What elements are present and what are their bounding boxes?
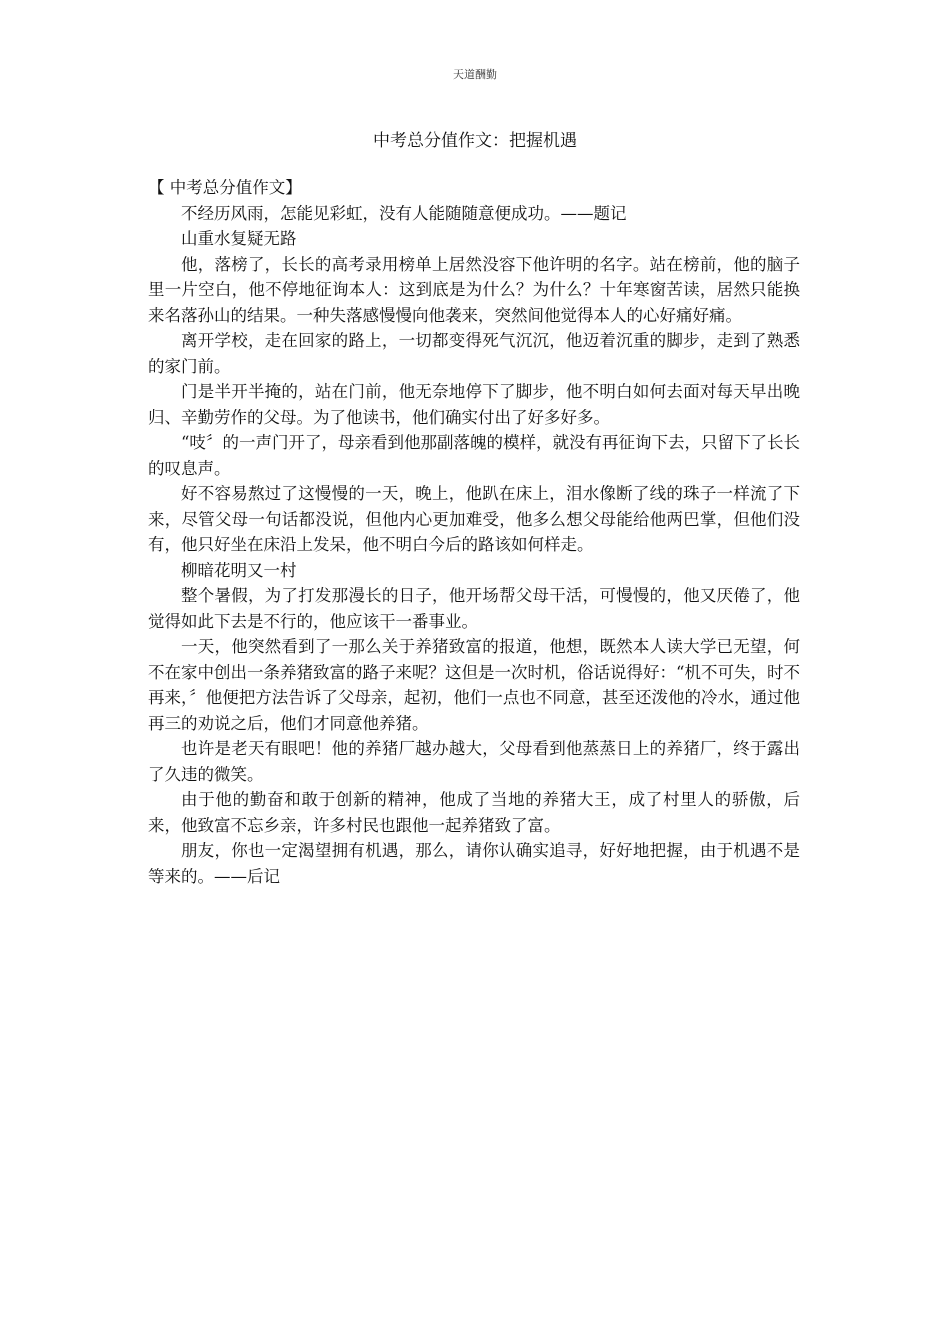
- page-header: 天道酬勤: [453, 68, 497, 81]
- paragraph: 也许是老天有眼吧！他的养猪厂越办越大，父母看到他蒸蒸日上的养猪厂，终于露出了久违的微笑。: [148, 739, 800, 784]
- paragraph: 门是半开半掩的，站在门前，他无奈地停下了脚步，他不明白如何去面对每天早出晚归、辛勤劳作的父母。为了他读书，他们确实付出了好多好多。: [148, 382, 800, 427]
- article-body: [148, 175, 800, 889]
- article-title: 中考总分值作文：把握机遇: [373, 131, 577, 151]
- paragraph: 离开学校，走在回家的路上，一切都变得死气沉沉，他迈着沉重的脚步，走到了熟悉的家门前。: [148, 331, 800, 376]
- paragraph-epigraph: 不经历风雨，怎能见彩虹，没有人能随随意便成功。——题记: [181, 203, 627, 223]
- section-heading-2: 柳暗花明又一村: [181, 560, 297, 580]
- section-heading-1: 山重水复疑无路: [181, 229, 297, 248]
- paragraph: 一天，他突然看到了一那么关于养猪致富的报道，他想，既然本人读大学已无望，何不在家中创出一条养猪致富的路子来呢？这但是一次时机，俗话说得好：“机不可失，时不再来，〞他便把方法告诉了父母亲，起初，他们一点也不同意，甚至还泼他的冷水，通过他再三的劝说之后，他们才同意他养猪。: [148, 637, 800, 733]
- paragraph: “吱〞的一声门开了，母亲看到他那副落魄的模样，就没有再征询下去，只留下了长长的叹息声。: [148, 433, 800, 478]
- paragraph: 由于他的勤奋和敢于创新的精神，他成了当地的养猪大王，成了村里人的骄傲，后来，他致富不忘乡亲，许多村民也跟他一起养猪致了富。: [148, 790, 800, 835]
- paragraph-postscript: 朋友，你也一定渴望拥有机遇，那么，请你认确实追寻，好好地把握，由于机遇不是等来的。——后记: [148, 841, 800, 886]
- article-category-tag: 【 中考总分值作文】: [148, 178, 302, 197]
- paragraph: 整个暑假，为了打发那漫长的日子，他开场帮父母干活，可慢慢的，他又厌倦了，他觉得如此下去是不行的，他应该干一番事业。: [148, 586, 800, 631]
- paragraph: 他，落榜了，长长的高考录用榜单上居然没容下他许明的名字。站在榜前，他的脑子里一片空白，他不停地征询本人：这到底是为什么？为什么？十年寒窗苦读，居然只能换来名落孙山的结果。一种失落感慢慢向他袭来，突然间他觉得本人的心好痛好痛。: [148, 254, 800, 325]
- paragraph: 好不容易熬过了这慢慢的一天，晚上，他趴在床上，泪水像断了线的珠子一样流了下来，尽管父母一句话都没说，但他内心更加难受，他多么想父母能给他两巴掌，但他们没有，他只好坐在床沿上发呆，他不明白今后的路该如何样走。: [148, 484, 800, 554]
